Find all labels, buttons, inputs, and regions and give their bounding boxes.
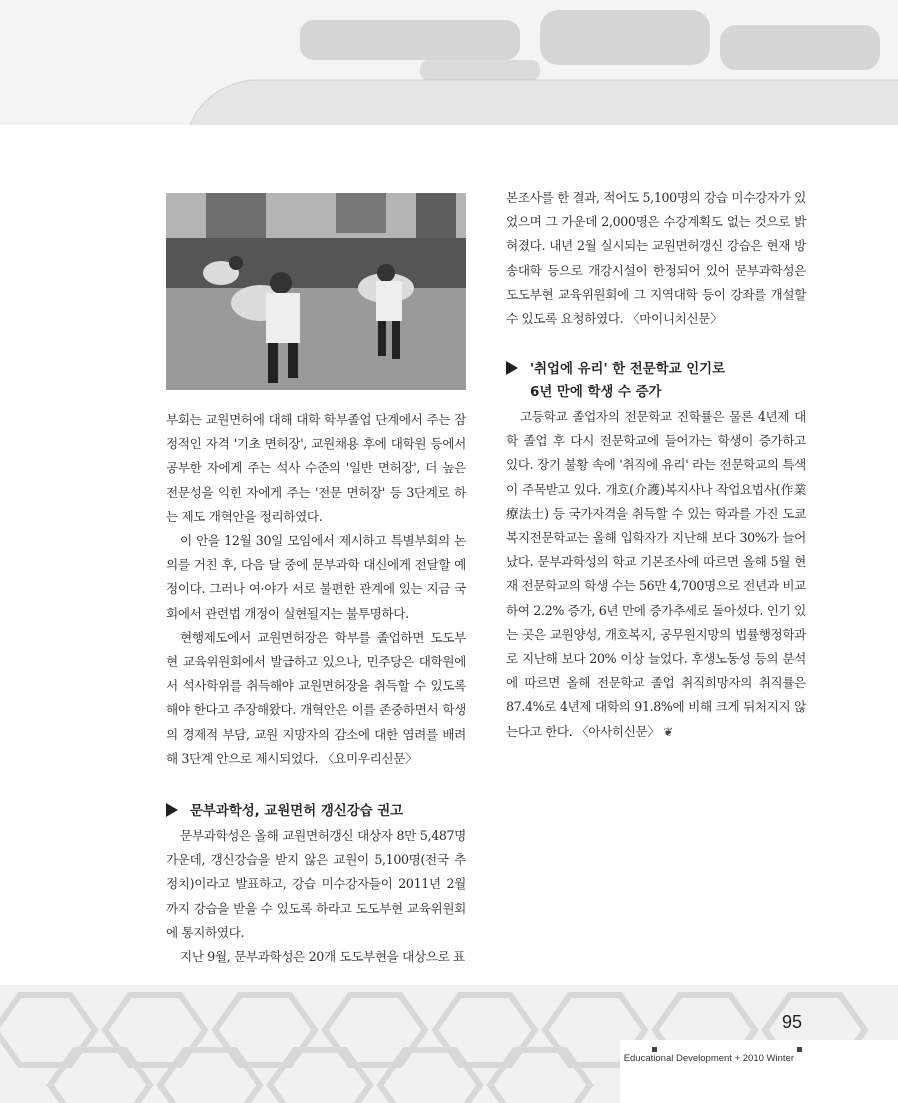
paragraph: 현행제도에서 교원면허장은 학부를 졸업하면 도도부현 교육위원회에서 발급하고 있으나, 민주당은 대학원에서 석사학위를 취득해야 교원면허장을 취득할 수 있도록 해야 한다고 주장해왔다. 개혁안은 이를 존중하면서 학생의 경제적 부담, 교원 지망자의 감소에 대한 염려를 배려해 3단계 안으로 제시되었다. 〈요미우리신문〉: [166, 629, 466, 766]
footer-square-marker: [652, 1047, 657, 1052]
paragraph: 문부과학성은 올해 교원면허갱신 대상자 8만 5,487명 가운데, 갱신강습을 받지 않은 교원이 5,100명(전국 추정치)이라고 발표하고, 강습 미수강자들이 2011년 2월까지 강습을 받을 수 있도록 하라고 도도부현 교육위원회에 통지하였다.: [166, 828, 466, 940]
paragraph: 지난 9월, 문부과학성은 20개 도도부현을 대상으로 표: [180, 949, 465, 965]
heading-text: 문부과학성, 교원면허 갱신강습 권고: [190, 804, 404, 819]
footer-decoration: [0, 985, 898, 1103]
section-heading-vocational-school: [506, 358, 725, 404]
header-decoration: [0, 0, 898, 125]
world-map-dots-graphic: [0, 0, 898, 125]
festival-dance-photo: [166, 193, 466, 390]
paragraph: 부회는 교원면허에 대해 대학 학부졸업 단계에서 주는 잠정적인 자격 '기초 면허장', 교원채용 후에 대학원 등에서 공부한 자에게 주는 석사 수준의 '일반 면허장', 더 높은 전문성을 익힌 자에게 주는 '전문 면허장' 등 3단계로 하는 제도 개혁안을 정리하였다.: [166, 412, 466, 524]
paragraph-text: 고등학교 졸업자의 전문학교 진학률은 물론 4년제 대학 졸업 후 다시 전문학교에 들어가는 학생이 증가하고 있다. 장기 불황 속에 '취직에 유리' 라는 전문학교의 특색이 주목받고 있다. 개호(介護)복지사나 작업요법사(作業療法士) 등 국가자격을 취득할 수 있는 학과를 가진 도쿄복지전문학교는 올해 입학자가 지난해 보다 30%가 늘어났다. 문부과학성의 학교 기본조사에 따르면 올해 5월 현재 전문학교의 학생 수는 56만 4,700명으로 전년과 비교하여 2.2% 증가, 6년 만에 증가추세로 돌아섰다. 인기 있는 곳은 교원양성, 개호복지, 공무원지망의 법률행정학과로 지난해 보다 20% 이상 늘었다. 후생노동성 등의 분석에 따르면 올해 전문학교 졸업 취직희망자의 취직률은 87.4%로 4년제 대학의 91.8%에 비해 크게 뒤처지지 않는다고 한다. 〈아사히신문〉: [506, 409, 806, 739]
heading-text: 6년 만에 학생 수 증가: [530, 385, 662, 400]
sprout-end-mark-icon: ❦: [663, 724, 673, 739]
hexagon-pattern-graphic: [0, 985, 898, 1103]
left-column-text: [166, 408, 466, 771]
heading-text: '취업에 유리' 한 전문학교 인기로: [530, 362, 726, 377]
footer-publication-title: Educational Development + 2010 Winter: [623, 1053, 794, 1064]
triangle-bullet-icon: [166, 803, 178, 817]
triangle-bullet-icon: [506, 361, 518, 375]
right-column-bottom-text: [506, 405, 806, 744]
page-number: 95: [781, 1012, 802, 1032]
paragraph: 이 안을 12월 30일 모임에서 제시하고 특별부회의 논의를 거친 후, 다음 달 중에 문부과학 대신에게 전달할 예정이다. 그러나 여·야가 서로 불편한 관계에 있는 지금 국회에서 관련법 개정이 실현될지는 불투명하다.: [166, 533, 466, 621]
footer-square-marker: [797, 1047, 802, 1052]
paragraph: 본조사를 한 결과, 적어도 5,100명의 강습 미수강자가 있었으며 그 가운데 2,000명은 수강계획도 없는 것으로 밝혀졌다. 내년 2월 실시되는 교원면허갱신 강습은 현재 방송대학 등으로 개강시설이 한정되어 있어 문부과학성은 도도부현 교육위원회에 그 지역대학 등이 강좌를 개설할 수 있도록 요청하였다. 〈마이니치신문〉: [506, 190, 806, 327]
right-column-top-text: [506, 186, 806, 331]
left-section-text: [166, 824, 466, 969]
paragraph: [506, 405, 806, 744]
section-heading-teacher-license: [166, 800, 403, 823]
